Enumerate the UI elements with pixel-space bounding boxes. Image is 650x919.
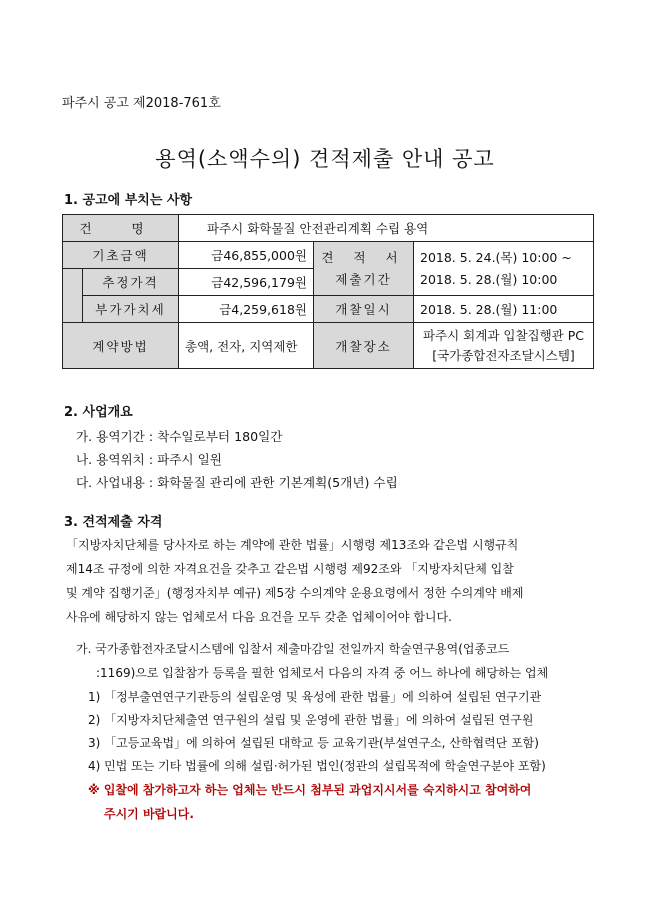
subitem-1: 1) 「정부출연연구기관등의 설립운영 및 육성에 관한 법률」에 의하여 설립된 연구기관 <box>88 690 542 704</box>
item-ga-line: :1169)으로 입찰참가 등록을 필한 업체로서 다음의 자격 중 어느 하나에 해당하는 업체 <box>96 666 549 680</box>
section3-heading: 3. 견적제출 자격 <box>64 515 163 530</box>
contract-method-value: 총액, 전자, 지역제한 <box>179 323 314 369</box>
quote-period-value-1: 2018. 5. 24.(목) 10:00 ~ <box>420 249 572 265</box>
subitem-4: 4) 민법 또는 기타 법률에 의해 설립·허가된 법인(정관의 설립목적에 학술연구분야 포함) <box>88 759 546 773</box>
name-value: 파주시 화학물질 안전관리계획 수립 용역 <box>179 215 594 242</box>
opening-date-label: 개찰일시 <box>314 296 414 323</box>
table-indent-cell <box>63 269 83 323</box>
estimated-price-label: 추정가격 <box>83 269 179 296</box>
item-ga-line: 가. 국가종합전자조달시스템에 입찰서 제출마감일 전일까지 학술연구용역(업종코드 <box>76 642 510 656</box>
table-row <box>63 323 594 369</box>
list-item: 가. 용역기간 : 착수일로부터 180일간 <box>76 429 283 444</box>
subitem-2: 2) 「지방자치단체출연 연구원의 설립 및 운영에 관한 법률」에 의하여 설립된 연구원 <box>88 713 534 727</box>
base-amount-value: 금46,855,000원 <box>179 242 314 269</box>
subitem-3: 3) 「고등교육법」에 의하여 설립된 대학교 등 교육기관(부설연구소, 산학협력단 포함) <box>88 736 539 750</box>
section2-heading: 2. 사업개요 <box>64 405 133 420</box>
notice-number: 파주시 공고 제2018-761호 <box>62 96 221 111</box>
warning-note: ※ 입찰에 참가하고자 하는 업체는 반드시 첨부된 과업지시서를 숙지하시고 참여하여 <box>88 783 532 797</box>
paragraph-line: 및 계약 집행기준」(행정자치부 예규) 제5장 수의계약 운용요령에서 정한 수의계약 배제 <box>66 586 524 600</box>
opening-date-value: 2018. 5. 28.(월) 11:00 <box>414 296 594 323</box>
document-title: 용역(소액수의) 견적제출 안내 공고 <box>155 147 495 171</box>
paragraph-line: 「지방자치단체를 당사자로 하는 계약에 관한 법률」시행령 제13조와 같은법 시행규칙 <box>66 538 519 552</box>
section1-heading: 1. 공고에 부치는 사항 <box>64 193 193 208</box>
list-item: 다. 사업내용 : 화학물질 관리에 관한 기본계획(5개년) 수립 <box>76 475 398 490</box>
estimated-price-value: 금42,596,179원 <box>179 269 314 296</box>
opening-place-value-2: [국가종합전자조달시스템] <box>432 347 575 363</box>
name-label: 건 명 <box>63 215 179 242</box>
base-amount-label: 기초금액 <box>63 242 179 269</box>
table-row <box>63 242 594 269</box>
list-item: 나. 용역위치 : 파주시 일원 <box>76 452 222 467</box>
opening-place-value <box>414 323 594 369</box>
quote-period-value-2: 2018. 5. 28.(월) 10:00 <box>420 271 558 287</box>
paragraph-line: 사유에 해당하지 않는 업체로서 다음 요건을 모두 갖춘 업체이어야 합니다. <box>66 610 452 624</box>
vat-label: 부가가치세 <box>83 296 179 323</box>
contract-method-label: 계약방법 <box>63 323 179 369</box>
table-row <box>63 215 594 242</box>
quote-period-label-1: 견 적 서 <box>321 249 406 265</box>
opening-place-value-1: 파주시 회계과 입찰집행관 PC <box>422 327 584 343</box>
quote-period-label <box>314 242 414 296</box>
quote-period-label-2: 제출기간 <box>335 271 392 287</box>
info-table <box>62 214 594 369</box>
table-row <box>63 296 594 323</box>
vat-value: 금4,259,618원 <box>179 296 314 323</box>
warning-note: 주시기 바랍니다. <box>104 807 194 821</box>
opening-place-label: 개찰장소 <box>314 323 414 369</box>
quote-period-value <box>414 242 594 296</box>
paragraph-line: 제14조 규정에 의한 자격요건을 갖추고 같은법 시행령 제92조와 「지방자치단체 입찰 <box>66 562 514 576</box>
